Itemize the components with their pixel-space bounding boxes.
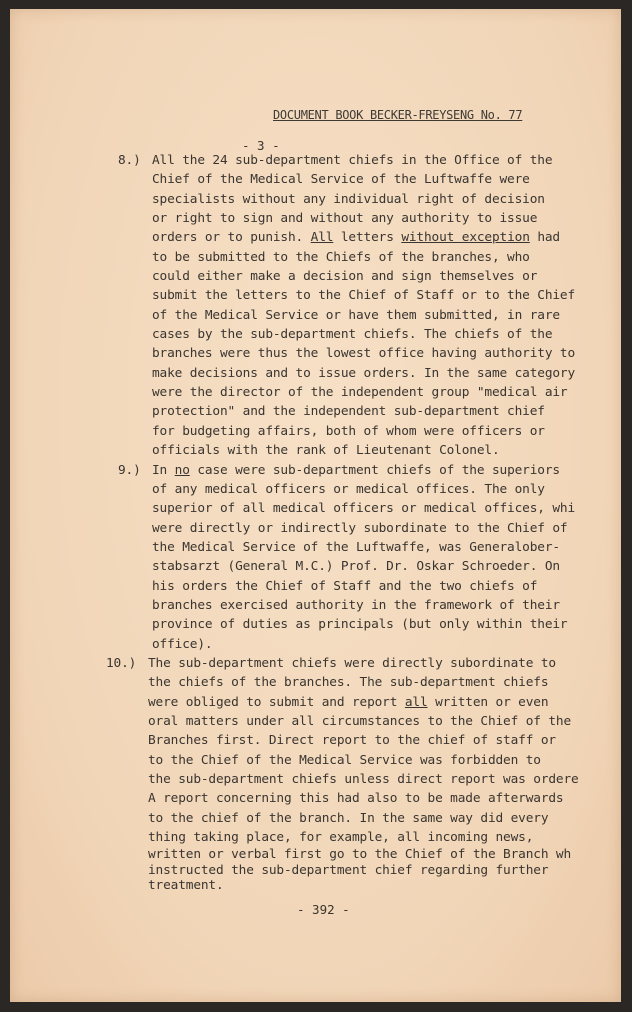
- underlined-emphasis: no: [174, 462, 190, 478]
- numbered-paragraph: [118, 461, 598, 654]
- text-line: [152, 402, 598, 421]
- text-segment: treatment.: [148, 878, 224, 894]
- underlined-emphasis: without exception: [401, 230, 530, 246]
- text-line: [148, 789, 598, 808]
- text-segment: to the Chief of the Medical Service was forbidden to: [148, 752, 541, 768]
- text-line: [152, 286, 598, 305]
- text-line: [152, 422, 598, 441]
- text-line: [152, 615, 598, 634]
- text-segment: orders or to punish.: [152, 230, 311, 246]
- text-segment: the Medical Service of the Luftwaffe, was Generalober-: [152, 539, 560, 555]
- text-line: [152, 577, 598, 596]
- text-segment: to be submitted to the Chiefs of the branches, who: [152, 249, 530, 265]
- text-segment: written or verbal first go to the Chief of the Branch wh: [148, 847, 572, 863]
- text-segment: could either make a decision and sign themselves or: [152, 269, 538, 285]
- text-line: [152, 344, 598, 363]
- numbered-paragraph: [118, 151, 598, 461]
- paragraph-text: [152, 461, 598, 654]
- paragraph-number: 8.): [118, 153, 141, 168]
- underlined-emphasis: all: [404, 694, 428, 710]
- text-segment: A report concerning this had also to be made afterwards: [148, 791, 564, 807]
- text-line: [148, 751, 598, 770]
- text-line: [152, 596, 598, 615]
- text-segment: the chiefs of the branches. The sub-department chiefs: [148, 675, 549, 691]
- text-segment: branches exercised authority in the framework of their: [152, 597, 560, 613]
- text-segment: superior of all medical officers or medical offices, whi: [152, 501, 576, 517]
- text-line: [148, 731, 598, 750]
- text-line: [152, 557, 598, 576]
- text-line: [152, 519, 598, 538]
- numbered-paragraph: [106, 654, 598, 894]
- text-line: [152, 190, 598, 209]
- paragraph-text: [148, 654, 598, 894]
- paragraph-tail: [148, 847, 598, 894]
- text-segment: case were sub-department chiefs of the superiors: [189, 462, 560, 478]
- text-segment: of any medical officers or medical offices. The only: [152, 481, 545, 497]
- text-line: [148, 828, 598, 847]
- text-segment: of the Medical Service or have them submitted, in rare: [152, 307, 560, 323]
- underlined-emphasis: All: [310, 230, 334, 246]
- text-segment: the sub-department chiefs unless direct report was ordere: [148, 772, 579, 787]
- text-segment: specialists without any individual right of decision: [152, 191, 545, 207]
- document-header: DOCUMENT BOOK BECKER-FREYSENG No. 77: [273, 108, 523, 122]
- text-segment: to the chief of the branch. In the same way did every: [148, 810, 549, 826]
- text-line: [148, 673, 598, 692]
- text-line: [152, 209, 598, 228]
- text-segment: make decisions and to issue orders. In the same category: [152, 365, 576, 381]
- text-segment: or right to sign and without any authority to issue: [152, 211, 538, 227]
- text-segment: written or even: [427, 694, 549, 710]
- text-segment: were the director of the independent group "medical air: [152, 385, 568, 401]
- text-line: [152, 441, 598, 460]
- text-segment: office).: [152, 636, 213, 652]
- text-line: [148, 693, 598, 712]
- text-segment: officials with the rank of Lieutenant Colonel.: [152, 443, 500, 459]
- text-line: [148, 770, 598, 789]
- text-segment: province of duties as principals (but only within their: [152, 617, 568, 633]
- text-line: [152, 228, 598, 247]
- footer-page-number: - 392 -: [297, 902, 350, 917]
- text-line: [148, 809, 598, 828]
- text-line: [152, 170, 598, 189]
- paragraph-text: [152, 151, 598, 461]
- text-segment: instructed the sub-department chief regarding further: [148, 862, 549, 878]
- text-segment: thing taking place, for example, all incoming news,: [148, 830, 534, 846]
- text-line: [148, 847, 598, 863]
- text-line: [148, 654, 598, 673]
- text-segment: his orders the Chief of Staff and the two chiefs of: [152, 578, 538, 594]
- document-body: [106, 151, 598, 894]
- text-line: [152, 480, 598, 499]
- text-segment: had: [529, 230, 560, 246]
- text-line: [152, 306, 598, 325]
- text-line: [152, 248, 598, 267]
- text-line: [152, 461, 598, 480]
- text-line: [152, 364, 598, 383]
- text-segment: All the 24 sub-department chiefs in the Office of the: [152, 153, 553, 168]
- text-segment: In: [152, 462, 175, 478]
- text-line: [148, 863, 598, 879]
- paragraph-number: 10.): [106, 655, 137, 671]
- text-segment: cases by the sub-department chiefs. The chiefs of the: [152, 327, 553, 343]
- text-segment: oral matters under all circumstances to the Chief of the: [148, 713, 572, 729]
- text-line: [148, 712, 598, 731]
- text-line: [152, 538, 598, 557]
- text-segment: letters: [333, 230, 402, 246]
- paragraph-number: 9.): [118, 462, 141, 478]
- text-line: [148, 878, 598, 894]
- text-line: [152, 635, 598, 654]
- text-segment: Chief of the Medical Service of the Luftwaffe were: [152, 172, 530, 188]
- text-segment: protection" and the independent sub-department chief: [152, 404, 545, 420]
- text-segment: were directly or indirectly subordinate to the Chief of: [152, 520, 568, 536]
- text-segment: branches were thus the lowest office having authority to: [152, 346, 576, 362]
- text-line: [152, 267, 598, 286]
- text-segment: for budgeting affairs, both of whom were officers or: [152, 423, 545, 439]
- page-marker: - 3 -: [242, 138, 280, 153]
- text-segment: stabsarzt (General M.C.) Prof. Dr. Oskar Schroeder. On: [152, 559, 560, 575]
- text-segment: The sub-department chiefs were directly subordinate to: [148, 655, 556, 671]
- text-segment: Branches first. Direct report to the chief of staff or: [148, 733, 556, 749]
- document-page: [10, 9, 621, 1002]
- text-line: [152, 499, 598, 518]
- text-line: [152, 383, 598, 402]
- text-line: [152, 151, 598, 170]
- text-line: [152, 325, 598, 344]
- text-segment: were obliged to submit and report: [148, 694, 405, 710]
- text-segment: submit the letters to the Chief of Staff or to the Chief: [152, 288, 576, 304]
